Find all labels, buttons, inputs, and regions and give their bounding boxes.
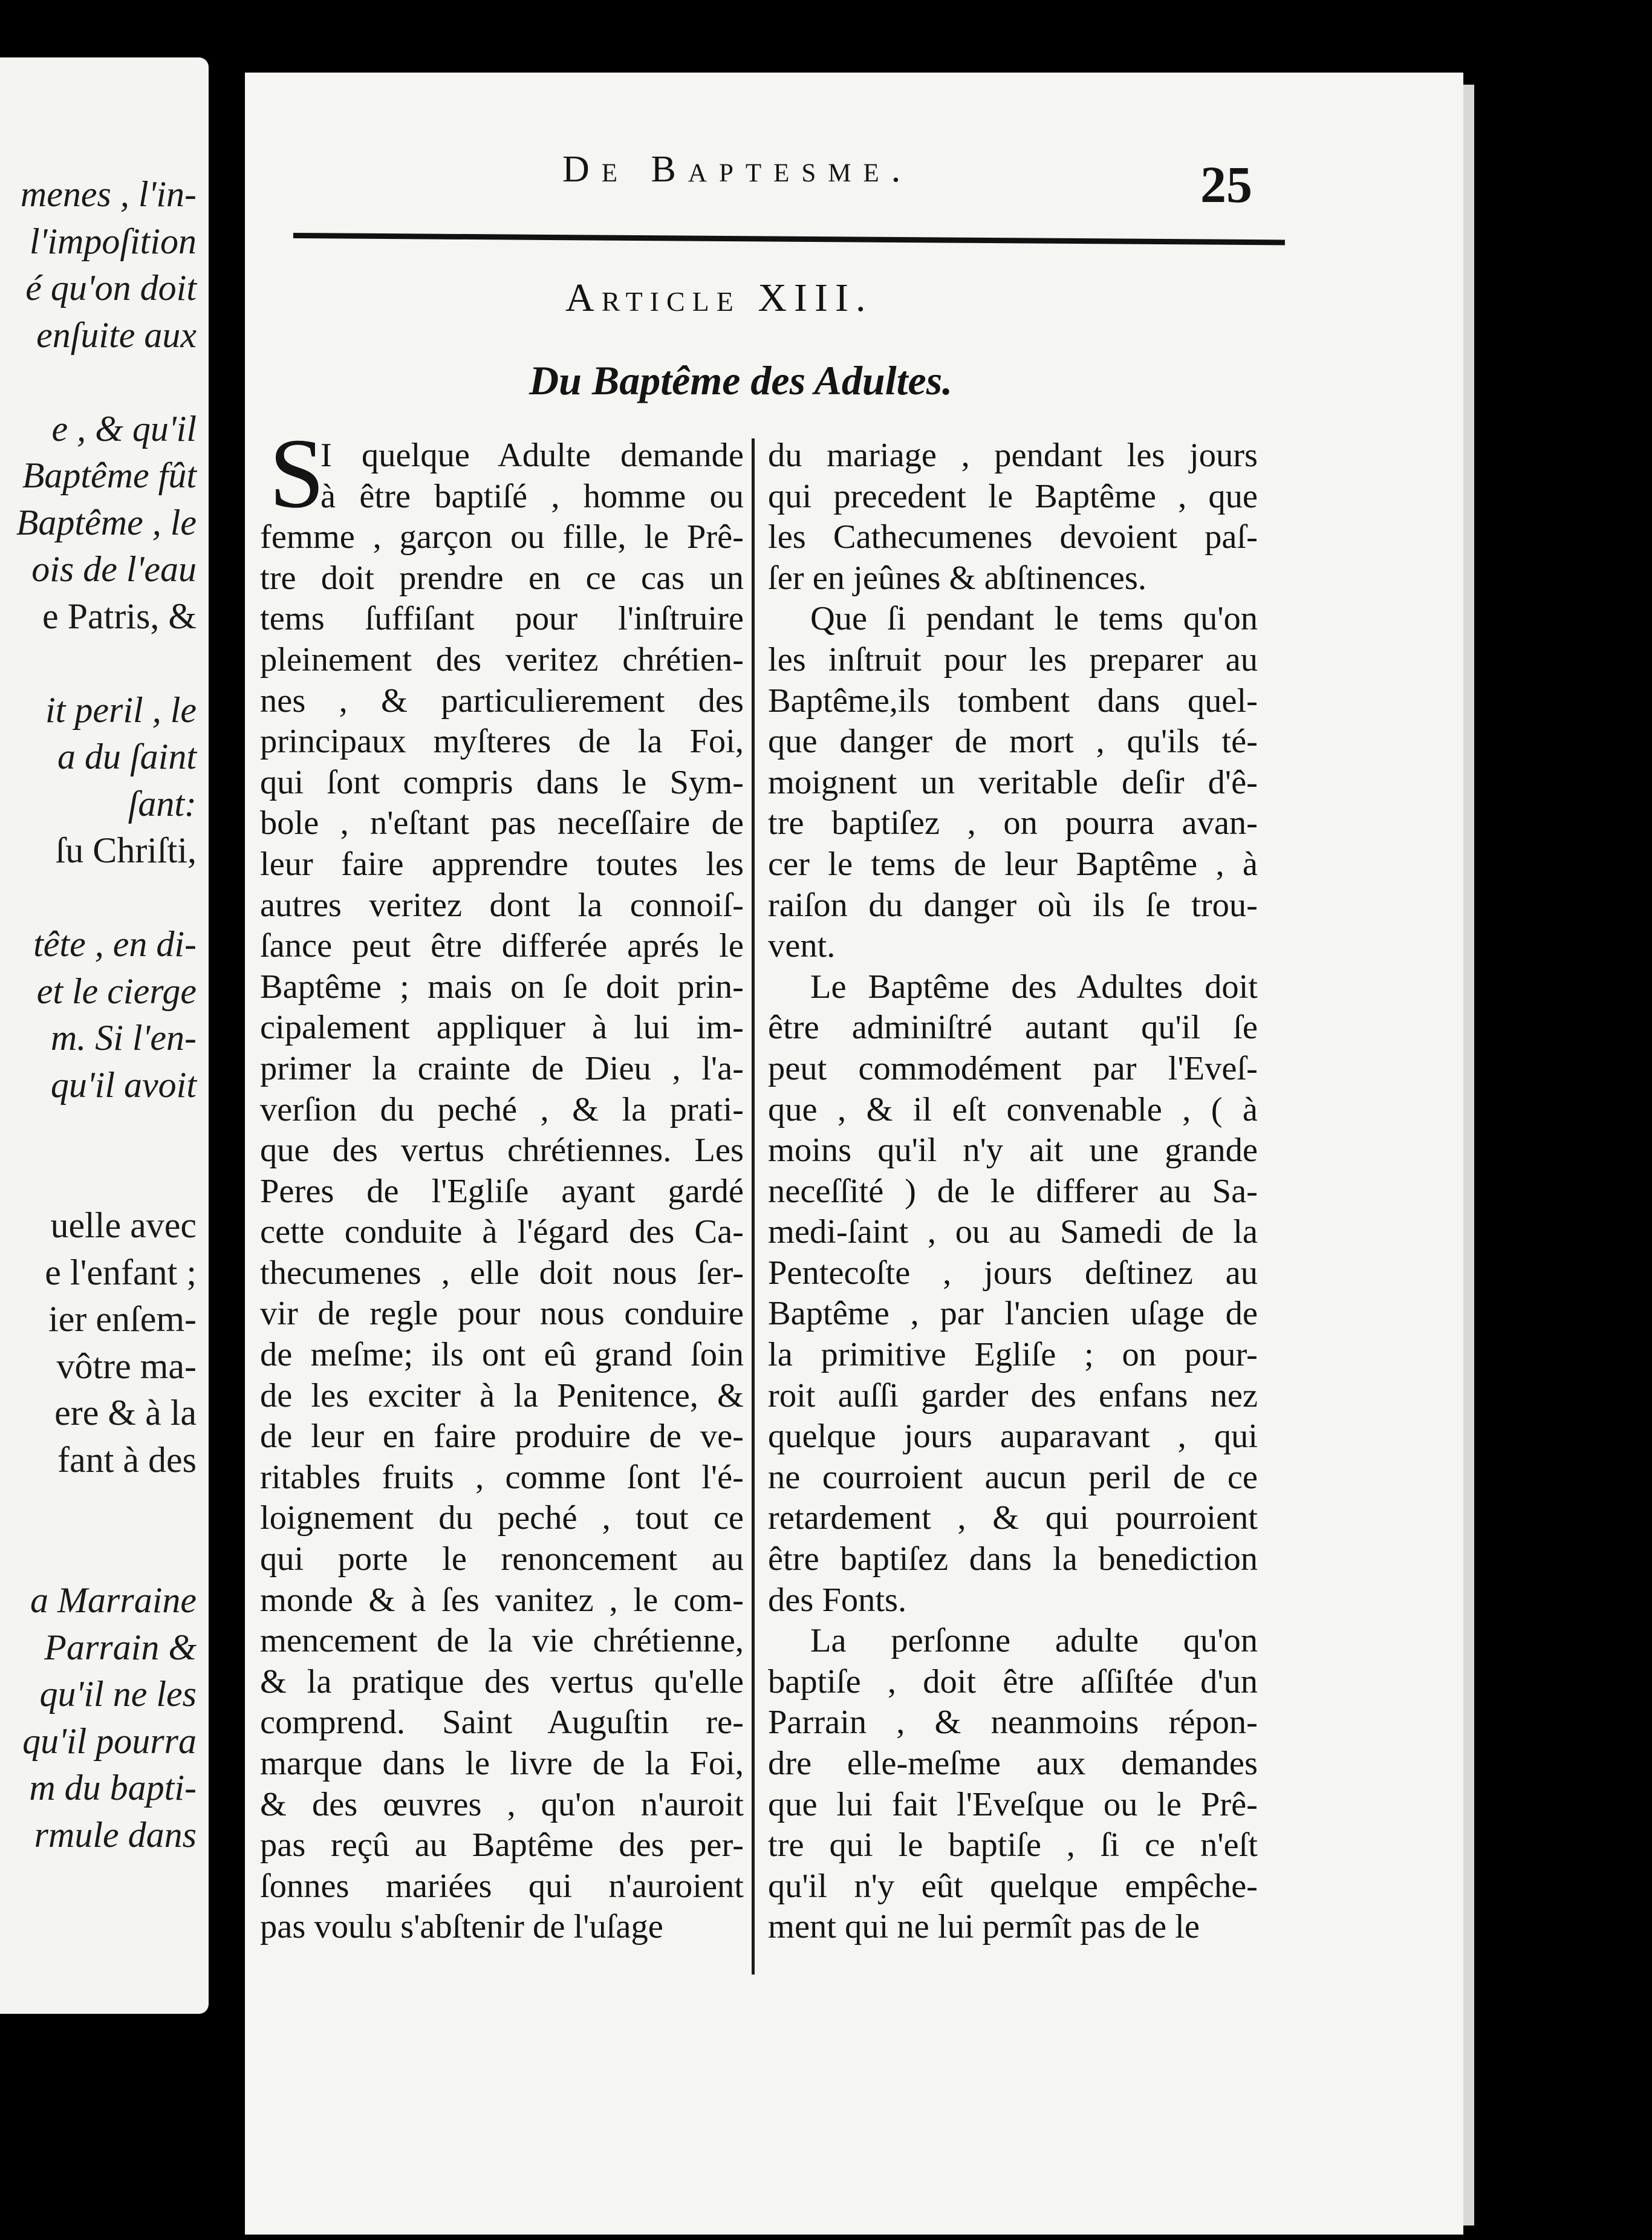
- text-line: de meſme; ils ont eû grand ſoin: [260, 1336, 744, 1374]
- left-page-line: menes , l'in-: [20, 174, 197, 214]
- text-line: du mariage , pendant les jours: [768, 437, 1258, 474]
- text-line: I quelque Adulte demande: [320, 437, 744, 474]
- text-line: ritables fruits , comme ſont l'é-: [260, 1458, 744, 1496]
- text-line: pleinement des veritez chrétien-: [260, 640, 744, 679]
- left-page-line: qu'il avoit: [50, 1064, 197, 1105]
- article-title: Article XIII.: [565, 276, 873, 320]
- text-line: tems ſuffiſant pour l'inſtruire: [260, 600, 744, 638]
- text-line: comprend. Saint Auguſtin re-: [260, 1704, 744, 1742]
- text-line: les inſtruit pour les preparer au: [768, 640, 1258, 679]
- text-line: peut commodément par l'Eveſ-: [768, 1049, 1258, 1087]
- page-number: 25: [1200, 155, 1252, 213]
- page-edge: [1463, 85, 1474, 2225]
- left-page-line: Baptême , le: [16, 502, 197, 542]
- text-column-left: [260, 435, 744, 1948]
- left-page-line: a du ſaint: [57, 737, 197, 777]
- text-line: qu'il n'y eût quelque empêche-: [768, 1867, 1258, 1905]
- text-line: qui porte le renoncement au: [260, 1540, 744, 1578]
- text-line: & la pratique des vertus qu'elle: [260, 1662, 744, 1701]
- text-line: thecumenes , elle doit nous ſer-: [260, 1254, 744, 1292]
- left-page-line: e l'enfant ;: [45, 1252, 197, 1292]
- text-line: vent.: [768, 927, 836, 965]
- left-page-line: uelle avec: [50, 1205, 197, 1245]
- left-page-line: e , & qu'il: [51, 408, 197, 449]
- left-page-line: vôtre ma-: [56, 1346, 197, 1386]
- column-divider: [752, 438, 755, 1975]
- left-page-line: m. Si l'en-: [50, 1018, 197, 1058]
- text-line: Parrain , & neanmoins répon-: [768, 1704, 1258, 1742]
- text-line: cer le tems de leur Baptême , à: [768, 845, 1258, 883]
- text-line: moignent un veritable deſir d'ê-: [768, 763, 1258, 801]
- text-line: des Fonts.: [768, 1581, 907, 1619]
- text-line: quelque jours auparavant , qui: [768, 1418, 1258, 1456]
- text-line: leur faire apprendre toutes les: [260, 845, 744, 883]
- left-page-fragment: [0, 57, 209, 2014]
- text-line: ne courroient aucun peril de ce: [768, 1458, 1258, 1496]
- text-line: de les exciter à la Penitence, &: [260, 1376, 744, 1415]
- running-head: De Bapteſme.: [562, 149, 913, 190]
- left-page-line: l'impoſition: [29, 221, 197, 261]
- text-line: marque dans le livre de la Foi,: [260, 1745, 744, 1782]
- left-page-line: ſant:: [128, 783, 197, 824]
- text-line: & des œuvres , qu'on n'auroit: [260, 1785, 744, 1823]
- text-line: loignement du peché , tout ce: [260, 1499, 744, 1537]
- text-line: medi-ſaint , ou au Samedi de la: [768, 1213, 1258, 1251]
- text-line: cette conduite à l'égard des Ca-: [260, 1213, 744, 1251]
- drop-cap: S: [269, 418, 325, 529]
- text-line: tre doit prendre en ce cas un: [260, 559, 744, 597]
- text-line: tre baptiſez , on pourra avan-: [768, 804, 1258, 842]
- text-line: femme , garçon ou fille, le Prê-: [260, 518, 744, 556]
- text-line: Baptême,ils tombent dans quel-: [768, 682, 1258, 720]
- text-line: être adminiſtré autant qu'il ſe: [768, 1009, 1258, 1047]
- text-line: Peres de l'Egliſe ayant gardé: [260, 1172, 744, 1210]
- left-page-line: it peril , le: [45, 689, 197, 730]
- text-line: ſer en jeûnes & abſtinences.: [768, 559, 1146, 597]
- left-page-line: ere & à la: [54, 1393, 197, 1433]
- text-line: moins qu'il n'y ait une grande: [768, 1131, 1258, 1170]
- text-line: nes , & particulierement des: [260, 682, 744, 720]
- text-line: monde & à ſes vanitez , le com-: [260, 1581, 744, 1619]
- text-line: ſance peut être differée aprés le: [260, 927, 744, 965]
- text-line: primer la crainte de Dieu , l'a-: [260, 1049, 744, 1087]
- left-page-line: e Patris, &: [42, 596, 197, 636]
- text-column-right: [768, 435, 1258, 1948]
- text-line: verſion du peché , & la prati-: [260, 1090, 744, 1128]
- text-line: Pentecoſte , jours deſtinez au: [768, 1254, 1258, 1292]
- text-line: pas reçû au Baptême des per-: [260, 1826, 744, 1864]
- text-line: ment qui ne lui permît pas de le: [768, 1908, 1200, 1946]
- text-line: que , & il eſt convenable , ( à: [768, 1090, 1258, 1128]
- text-line: être baptiſez dans la benediction: [768, 1540, 1258, 1578]
- left-page-line: tête , en di-: [33, 924, 197, 964]
- text-line: la primitive Egliſe ; on pour-: [768, 1336, 1258, 1374]
- text-line: qui ſont compris dans le Sym-: [260, 763, 744, 801]
- left-page-line: fant à des: [57, 1439, 197, 1480]
- text-line: ſonnes mariées qui n'auroient: [260, 1867, 744, 1905]
- left-page-line: qu'il ne les: [39, 1674, 197, 1714]
- text-line: qui precedent le Baptême , que: [768, 477, 1258, 515]
- text-line: pas voulu s'abſtenir de l'uſage: [260, 1908, 663, 1946]
- text-line: les Cathecumenes devoient paſ-: [768, 518, 1258, 556]
- text-line: vir de regle pour nous conduire: [260, 1295, 744, 1333]
- left-page-line: é qu'on doit: [25, 268, 197, 308]
- text-line: cipalement appliquer à lui im-: [260, 1009, 744, 1047]
- text-line: Le Baptême des Adultes doit: [810, 968, 1258, 1006]
- text-line: retardement , & qui pourroient: [768, 1499, 1258, 1537]
- text-line: que danger de mort , qu'ils té-: [768, 723, 1258, 761]
- text-line: mencement de la vie chrétienne,: [260, 1622, 744, 1660]
- text-line: de leur en faire produire de ve-: [260, 1418, 744, 1456]
- text-line: autres veritez dont la connoiſ-: [260, 886, 744, 924]
- text-line: que des vertus chrétiennes. Les: [260, 1131, 744, 1170]
- left-page-line: ſu Chriſti,: [55, 830, 197, 870]
- text-line: bole , n'eſtant pas neceſſaire de: [260, 804, 744, 842]
- left-page-line: Parrain &: [44, 1627, 197, 1667]
- text-line: principaux myſteres de la Foi,: [260, 723, 744, 761]
- text-line: Baptême ; mais on ſe doit prin-: [260, 968, 744, 1006]
- text-line: neceſſité ) de le differer au Sa-: [768, 1172, 1258, 1210]
- left-page-line: et le cierge: [36, 971, 197, 1011]
- left-page-line: rmule dans: [34, 1814, 197, 1855]
- left-page-line: ois de l'eau: [31, 549, 197, 589]
- text-line: raiſon du danger où ils ſe trou-: [768, 886, 1258, 924]
- text-line: dre elle-meſme aux demandes: [768, 1745, 1258, 1782]
- left-page-line: enſuite aux: [36, 314, 197, 355]
- article-subtitle: Du Baptême des Adultes.: [529, 357, 953, 403]
- text-line: tre qui le baptiſe , ſi ce n'eſt: [768, 1826, 1258, 1864]
- left-page-line: m du bapti-: [29, 1768, 197, 1808]
- left-page-line: Baptême fût: [22, 455, 197, 495]
- left-page-line: a Marraine: [30, 1580, 197, 1620]
- text-line: roit auſſi garder des enfans nez: [768, 1376, 1258, 1415]
- text-line: baptiſe , doit être aſſiſtée d'un: [768, 1662, 1258, 1701]
- text-line: La perſonne adulte qu'on: [810, 1622, 1258, 1660]
- left-page-line: qu'il pourra: [22, 1721, 197, 1761]
- text-line: Baptême , par l'ancien uſage de: [768, 1295, 1258, 1333]
- text-line: à être baptiſé , homme ou: [320, 477, 744, 515]
- text-line: Que ſi pendant le tems qu'on: [810, 600, 1258, 638]
- left-page-line: ier enſem-: [48, 1299, 197, 1339]
- text-line: que lui fait l'Eveſque ou le Prê-: [768, 1785, 1258, 1823]
